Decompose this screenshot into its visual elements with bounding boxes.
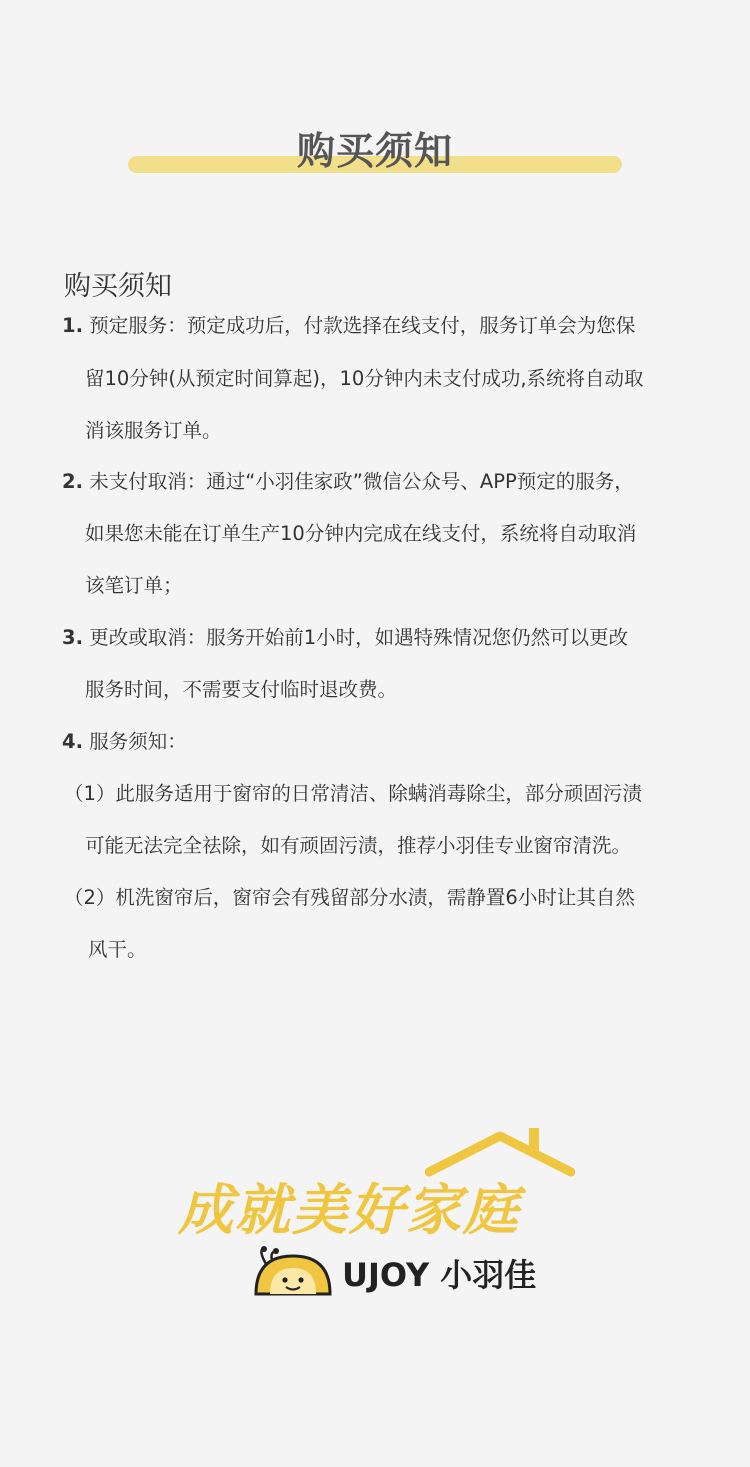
sub-item-2: （2）机洗窗帘后，窗帘会有残留部分水渍，需静置6小时让其自然 [64,886,635,909]
item-text: 未支付取消：通过“小羽佳家政”微信公众号、APP预定的服务， [89,470,634,493]
brand-name-cn: 小羽佳 [440,1256,537,1294]
list-item-2 [62,469,634,495]
brand-name-en: UJOY [342,1256,430,1294]
list-item-1 [62,313,635,339]
section-title: 购买须知 [64,271,172,302]
list-item-3 [62,625,628,651]
item-text-line: 该笔订单； [85,574,183,597]
brand-slogan: 成就美好家庭 [178,1178,521,1242]
mascot-icon [250,1246,336,1296]
page-header [0,110,750,190]
sub-item-1: （1）此服务适用于窗帘的日常清洁、除螨消毒除尘，部分顽固污渍 [64,782,642,805]
item-number: 4. [62,730,83,753]
item-text-line: 消该服务订单。 [85,419,222,442]
item-number: 1. [62,314,83,337]
item-text-line: 如果您未能在订单生产10分钟内完成在线支付，系统将自动取消 [85,522,637,545]
item-text: 更改或取消：服务开始前1小时，如遇特殊情况您仍然可以更改 [89,626,629,649]
item-text: 服务须知： [89,730,187,753]
list-item-4 [62,729,187,755]
item-number: 3. [62,626,83,649]
sub-item-text-line: 可能无法完全祛除，如有顽固污渍，推荐小羽佳专业窗帘清洗。 [85,834,632,857]
item-number: 2. [62,470,83,493]
page-title: 购买须知 [296,129,453,173]
brand-footer [0,1120,750,1320]
sub-item-text-line: 风干。 [88,938,147,961]
item-text-line: 留10分钟(从预定时间算起)，10分钟内未支付成功,系统将自动取 [85,367,644,390]
item-text: 预定服务：预定成功后，付款选择在线支付，服务订单会为您保 [89,314,636,337]
item-text-line: 服务时间，不需要支付临时退改费。 [85,678,398,701]
brand-name [342,1250,536,1296]
